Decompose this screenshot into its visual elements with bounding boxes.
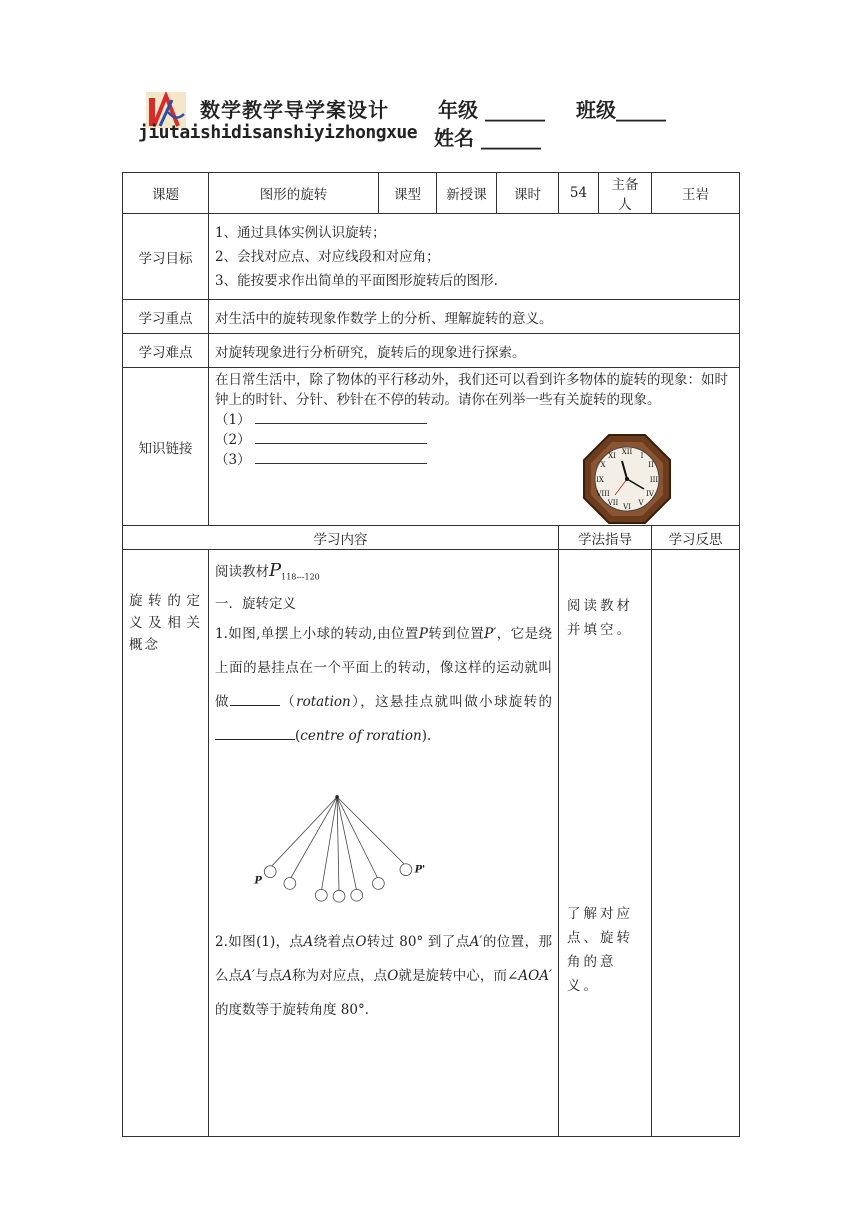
goals-row — [123, 214, 740, 300]
type-label: 课型 — [379, 173, 437, 214]
difficulty-label: 学习难点 — [123, 334, 209, 368]
figure-label-p-prime: P' — [414, 864, 426, 876]
school-name: jiutaishidisanshiyizhongxue — [138, 122, 418, 143]
goals-label: 学习目标 — [123, 214, 209, 300]
goals-list — [209, 214, 740, 300]
wall-clock-icon — [582, 433, 672, 525]
topic-value: 图形的旋转 — [209, 173, 379, 214]
info-row — [123, 173, 740, 214]
goal-item: 3、能按要求作出简单的平面图形旋转后的图形. — [215, 272, 498, 289]
svg-text:V: V — [638, 499, 644, 507]
section-label: 旋转的定义及相关概念 — [123, 550, 209, 1137]
read-instruction: 阅读教材$P_{118---120}$ — [215, 560, 320, 582]
header-title: 数学教学导学案设计 — [200, 98, 389, 122]
focus-label: 学习重点 — [123, 300, 209, 334]
method-note-1: 阅读教材并填空。 — [567, 598, 633, 638]
link-text: 在日常生活中，除了物体的平行移动外，我们还可以看到许多物体的旋转的现象：如时钟上的时针、分针、秒针在不停的转动。请你在列举一些有关旋转的现象。 — [215, 372, 728, 408]
method-cell — [559, 550, 652, 1137]
paragraph-2: 2.如图(1)，点A绕着点O转过 80° 到了点A′的位置，那么点A′与点A称为对应点，点O就是旋转中心，而∠AOA′的度数等于旋转角度 80°． — [215, 933, 553, 1018]
method-note-2: 了解对应点、旋转角的意义。 — [567, 906, 633, 994]
hour-value: 54 — [559, 173, 599, 214]
svg-text:XI: XI — [608, 452, 616, 460]
svg-text:IX: IX — [596, 476, 604, 484]
link-row — [123, 368, 740, 526]
svg-text:I: I — [640, 452, 644, 460]
focus-row — [123, 300, 740, 334]
blank-item: （1） — [215, 410, 733, 430]
section-heading: 一．旋转定义 — [215, 595, 296, 612]
svg-text:X: X — [600, 461, 606, 469]
class-field: 班级_____ — [576, 98, 666, 122]
reflection-cell — [652, 550, 740, 1137]
svg-text:VI: VI — [623, 503, 631, 511]
blank-item: （2） — [215, 430, 733, 450]
topic-label: 课题 — [123, 173, 209, 214]
focus-text: 对生活中的旋转现象作数学上的分析、理解旋转的意义。 — [209, 300, 740, 334]
difficulty-row — [123, 334, 740, 368]
name-field: 姓名 ______ — [434, 126, 541, 150]
column-header-row — [123, 526, 740, 550]
author-value: 王岩 — [652, 173, 740, 214]
section-content — [209, 550, 559, 1137]
hour-label: 课时 — [497, 173, 559, 214]
svg-text:III: III — [649, 476, 659, 484]
figure-label-p: P — [254, 875, 262, 887]
goal-item: 1、通过具体实例认识旋转； — [215, 224, 386, 241]
svg-text:VIII: VIII — [596, 490, 610, 498]
blank-item: （3） — [215, 450, 733, 470]
link-label: 知识链接 — [123, 368, 209, 526]
svg-text:IV: IV — [646, 490, 654, 498]
svg-text:II: II — [648, 461, 654, 469]
difficulty-text: 对旋转现象进行分析研究，旋转后的现象进行探索。 — [209, 334, 740, 368]
svg-text:VII: VII — [607, 499, 619, 507]
method-col-header: 学法指导 — [559, 526, 652, 550]
link-content — [209, 368, 740, 526]
type-value: 新授课 — [437, 173, 497, 214]
content-col-header: 学习内容 — [123, 526, 559, 550]
lesson-table — [122, 172, 740, 1137]
goal-item: 2、会找对应点、对应线段和对应角； — [215, 248, 440, 265]
svg-text:XII: XII — [621, 448, 633, 456]
author-label: 主备人 — [599, 173, 652, 214]
paragraph-1: 1.如图,单摆上小球的转动,由位置P转到位置P′，它是绕上面的悬挂点在一个平面上的转动，像这样的运动就叫做 （rotation），这悬挂点就叫做小球旋转的(centre of roration). — [215, 625, 553, 744]
grade-field: 年级 ______ — [438, 98, 545, 122]
document-header — [138, 92, 706, 152]
reflect-col-header: 学习反思 — [652, 526, 740, 550]
pendulum-figure — [251, 791, 431, 909]
section-row — [123, 550, 740, 1137]
